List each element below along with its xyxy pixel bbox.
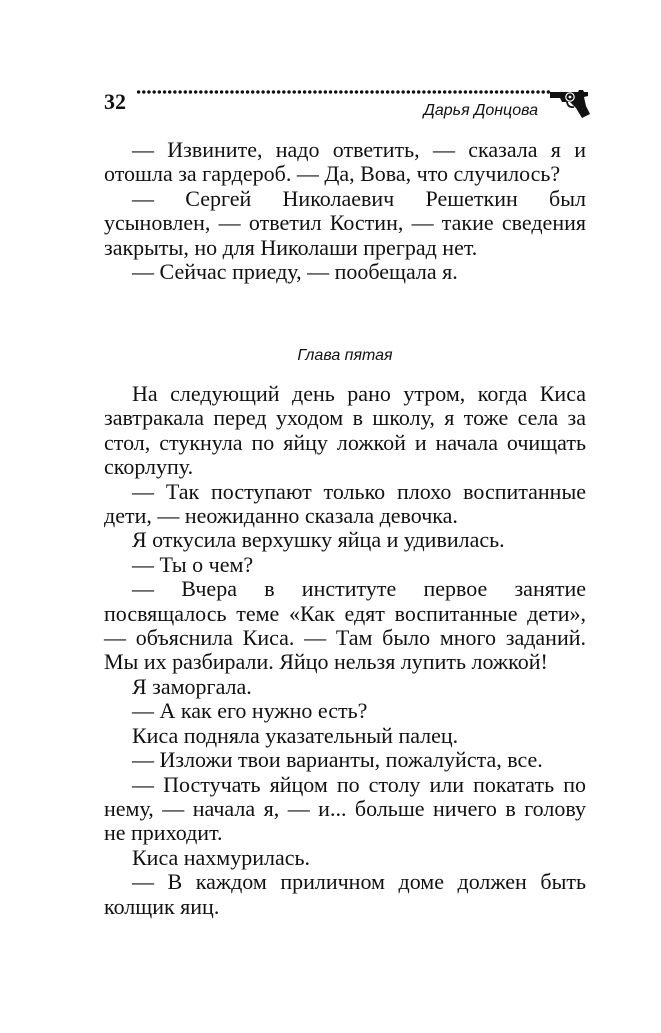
running-header xyxy=(104,80,592,124)
paragraph: Киса подняла указательный палец. xyxy=(132,722,459,748)
paragraph: — Ты о чем? xyxy=(132,551,254,577)
paragraph: На следующий день рано утром, когда Киса завтракала перед уходом в школу, я тоже села за стол, стукнула по яйцу ложкой и начала очищать скорлупу. xyxy=(104,381,586,480)
paragraph: — Извините, надо ответить, — сказала я и отошла за гардероб. — Да, Вова, что случилось? xyxy=(104,137,586,187)
paragraph: — Сергей Николаевич Решеткин был усыновлен, — ответил Костин, — такие сведения закрыты, но для Николаши преград нет. xyxy=(104,185,586,260)
paragraph: — Постучать яйцом по столу или покатать по нему, — начала я, — и... больше ничего в голову не приходит. xyxy=(104,771,586,846)
paragraph: Киса нахмурилась. xyxy=(132,844,311,870)
dotted-leader xyxy=(136,90,552,94)
paragraph: Я откусила верхушку яйца и удивилась. xyxy=(132,527,505,553)
paragraph: — Так поступают только плохо воспитанные дети, — неожиданно сказала девочка. xyxy=(104,478,586,529)
text-block-chapter-body xyxy=(104,382,586,919)
page-number: 32 xyxy=(104,89,126,114)
revolver-icon xyxy=(548,80,594,120)
paragraph: — В каждом приличном доме должен быть колщик яиц. xyxy=(104,869,586,919)
paragraph: — Сейчас приеду, — пообещала я. xyxy=(132,259,458,285)
text-block-before-chapter xyxy=(104,138,586,284)
paragraph: — Изложи твои варианты, пожалуйста, все. xyxy=(132,747,543,773)
paragraph: — Вчера в институте первое занятие посвящалось теме «Как едят воспитанные дети», — объяснила Киса. — Там было много заданий. Мы их разбирали. Яйцо нельзя лупить ложкой! xyxy=(104,576,586,675)
author-name: Дарья Донцова xyxy=(423,102,538,119)
paragraph: Я заморгала. xyxy=(132,673,252,699)
chapter-title: Глава пятая xyxy=(297,347,393,364)
paragraph: — А как его нужно есть? xyxy=(132,698,368,724)
